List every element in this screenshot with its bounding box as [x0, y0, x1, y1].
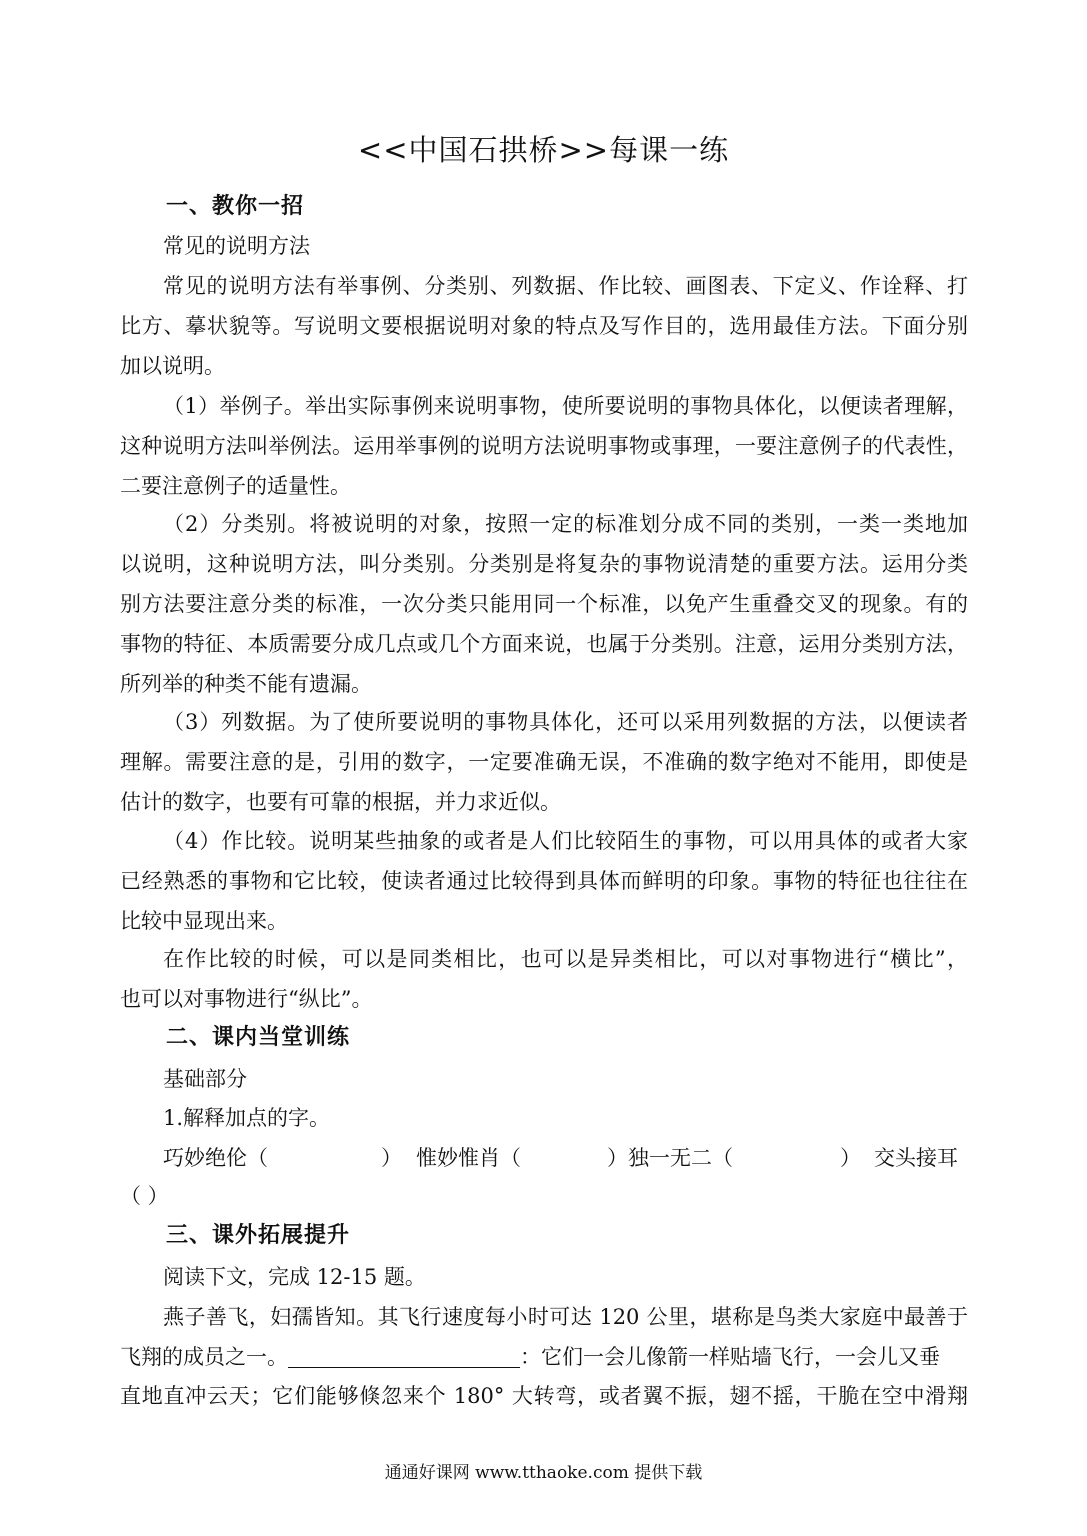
section-2-heading: 二、课内当堂训练 — [166, 1025, 351, 1050]
paragraph-line: （4）作比较。说明某些抽象的或者是人们比较陌生的事物，可以用具体的或者大家 — [163, 829, 968, 853]
paragraph-line: （2）分类别。将被说明的对象，按照一定的标准划分成不同的类别，一类一类地加 — [163, 512, 968, 536]
paragraph-line: 比方、摹状貌等。写说明文要根据说明对象的特点及写作目的，选用最佳方法。下面分别 — [120, 314, 968, 338]
question-1: 1.解释加点的字。 — [163, 1106, 331, 1130]
paragraph-line: 所列举的种类不能有遗漏。 — [120, 672, 372, 696]
answer-blank[interactable] — [288, 1341, 520, 1368]
fill-in-item: 交头接耳 — [874, 1146, 958, 1170]
section-1-subheading: 常见的说明方法 — [163, 234, 310, 258]
paragraph-line: 二要注意例子的适量性。 — [120, 474, 351, 498]
fill-in-continuation: （ ） — [120, 1184, 169, 1208]
fill-in-close: ） — [381, 1146, 402, 1170]
paragraph-line: 估计的数字，也要有可靠的根据，并力求近似。 — [120, 790, 561, 814]
paragraph-line: （3）列数据。为了使所要说明的事物具体化，还可以采用列数据的方法，以便读者 — [163, 710, 968, 734]
passage-text: ：它们一会儿像箭一样贴墙飞行，一会儿又垂 — [520, 1345, 940, 1369]
passage-line-with-blank — [120, 1337, 968, 1377]
paragraph-line: 别方法要注意分类的标准，一次分类只能用同一个标准，以免产生重叠交叉的现象。有的 — [120, 592, 968, 616]
paragraph-line: （1）举例子。举出实际事例来说明事物，使所要说明的事物具体化，以便读者理解， — [163, 394, 968, 418]
paragraph-line: 以说明，这种说明方法，叫分类别。分类别是将复杂的事物说清楚的重要方法。运用分类 — [120, 552, 968, 576]
paragraph-line: 也可以对事物进行“纵比”。 — [120, 987, 373, 1011]
paragraph-line: 理解。需要注意的是，引用的数字，一定要准确无误，不准确的数字绝对不能用，即使是 — [120, 750, 968, 774]
passage-text: 飞翔的成员之一。 — [120, 1345, 288, 1369]
section-1-heading: 一、教你一招 — [166, 194, 305, 219]
passage-line: 燕子善飞，妇孺皆知。其飞行速度每小时可达 120 公里，堪称是鸟类大家庭中最善于 — [163, 1305, 968, 1329]
footer-text: 通通好课网 www.tthaoke.com 提供下载 — [384, 1463, 703, 1483]
reading-instruction: 阅读下文，完成 12-15 题。 — [163, 1265, 426, 1289]
section-3-heading: 三、课外拓展提升 — [166, 1223, 351, 1248]
fill-in-item: 巧妙绝伦（ — [163, 1146, 268, 1170]
section-2-subheading: 基础部分 — [163, 1067, 247, 1091]
fill-in-item: ）独一无二（ — [607, 1146, 733, 1170]
page-title: <<中国石拱桥>>每课一练 — [357, 133, 730, 167]
paragraph-line: 事物的特征、本质需要分成几点或几个方面来说，也属于分类别。注意，运用分类别方法， — [120, 632, 968, 656]
fill-in-item: 惟妙惟肖（ — [416, 1146, 521, 1170]
paragraph-line: 已经熟悉的事物和它比较，使读者通过比较得到具体而鲜明的印象。事物的特征也往往在 — [120, 869, 968, 893]
paragraph-line: 比较中显现出来。 — [120, 909, 288, 933]
paragraph-line: 常见的说明方法有举事例、分类别、列数据、作比较、画图表、下定义、作诠释、打 — [163, 274, 968, 298]
passage-line: 直地直冲云天；它们能够倏忽来个 180° 大转弯，或者翼不振，翅不摇，干脆在空中滑翔 — [120, 1384, 968, 1408]
paragraph-line: 这种说明方法叫举例法。运用举事例的说明方法说明事物或事理，一要注意例子的代表性， — [120, 434, 968, 458]
paragraph-line: 加以说明。 — [120, 354, 225, 378]
paragraph-line: 在作比较的时候，可以是同类相比，也可以是异类相比，可以对事物进行“横比”， — [163, 947, 968, 971]
fill-in-close: ） — [840, 1146, 861, 1170]
